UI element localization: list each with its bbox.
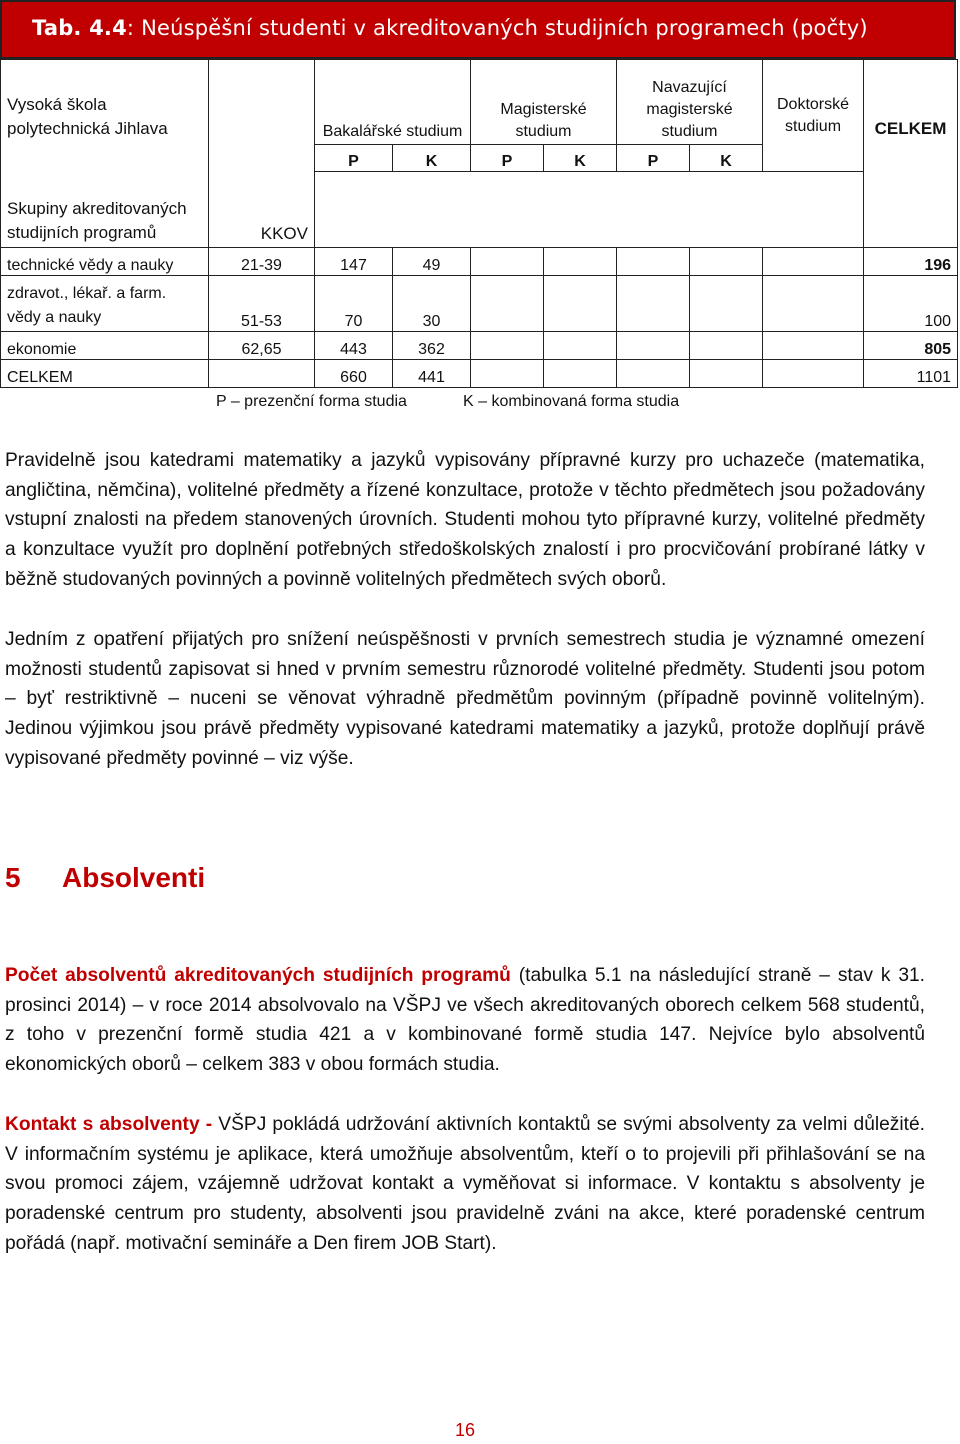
graduate-contact-lead: Kontakt s absolventy -: [5, 1114, 213, 1135]
header-doctoral: Doktorské studium: [763, 60, 864, 172]
graduate-contact-text: VŠPJ pokládá udržování aktivních kontaktů se svými absolventy za velmi důležité. V informačním systému je aplikace, která umožňuje absolventům, kteří o to projevili při přihlašování se na svou promoci zájem, vzájemně udržovat kontakt a vyměňovat si informace. V kontaktu s absolventy je poradenské centrum pro studenty, absolventi jsou pravidelně zváni na akce, které poradenské centrum pořádá (např. motivační semináře a Den firem JOB Start).: [5, 1114, 925, 1254]
paragraph-graduate-contact: [5, 1110, 925, 1259]
table-row: [1, 276, 958, 332]
header-master-p: P: [471, 145, 544, 172]
empty-cell: [617, 332, 690, 360]
total-bc-k: 441: [393, 360, 471, 388]
total-bc-p: 660: [315, 360, 393, 388]
header-bachelor-p: P: [315, 145, 393, 172]
row-total: 196: [864, 248, 958, 276]
total-row-name: CELKEM: [1, 360, 209, 388]
section-number: 5: [5, 862, 21, 893]
empty-cell: [544, 276, 617, 332]
empty-cell: [544, 248, 617, 276]
empty-cell: [763, 332, 864, 360]
empty-cell: [690, 248, 763, 276]
table-title: : Neúspěšní studenti v akreditovaných studijních programech (počty): [126, 16, 868, 40]
row-kkov: 21-39: [209, 248, 315, 276]
empty-cell: [544, 360, 617, 388]
legend-p: P – prezenční forma studia: [216, 393, 407, 410]
row-bc-k: 30: [393, 276, 471, 332]
empty-cell: [617, 248, 690, 276]
paragraph-measures: Jedním z opatření přijatých pro snížení neúspěšnosti v prvních semestrech studia je významné omezení možnosti studentů zapisovat si hned v prvním semestru různorodé volitelné předměty. Studenti jsou potom – byť restriktivně – nuceni se věnovat výhradně předmětům povinným (případně povinně volitelným). Jedinou výjimkou jsou právě předměty vypisované katedrami matematiky a jazyků, protože doplňují právě vypisované předměty povinné – viz výše.: [5, 629, 925, 769]
row-kkov: 51-53: [209, 276, 315, 332]
header-bachelor: Bakalářské studium: [315, 60, 471, 145]
row-kkov: 62,65: [209, 332, 315, 360]
empty-cell: [763, 360, 864, 388]
empty-cell: [690, 276, 763, 332]
empty-cell: [690, 360, 763, 388]
empty-cell: [471, 360, 544, 388]
header-bachelor-k: K: [393, 145, 471, 172]
kkov-label: KKOV: [209, 172, 315, 248]
table-caption: [32, 16, 868, 40]
table-row: [1, 332, 958, 360]
empty-cell: [209, 360, 315, 388]
row-total: 805: [864, 332, 958, 360]
row-total: 100: [864, 276, 958, 332]
empty-cell: [617, 276, 690, 332]
section-heading: [5, 862, 205, 894]
paragraph-graduates-count: [5, 961, 925, 1080]
header-follow-up-k: K: [690, 145, 763, 172]
header-blank: [209, 145, 315, 172]
header-follow-up-master: Navazující magisterské studium: [617, 60, 763, 145]
header-total: CELKEM: [864, 60, 958, 248]
row-name: technické vědy a nauky: [1, 248, 209, 276]
table-total-row: [1, 360, 958, 388]
empty-cell: [471, 332, 544, 360]
empty-cell: [617, 360, 690, 388]
header-blank: [209, 60, 315, 145]
table-number: Tab. 4.4: [32, 16, 127, 40]
total-sum: 1101: [864, 360, 958, 388]
empty-cell: [763, 276, 864, 332]
empty-cell: [471, 248, 544, 276]
graduates-count-lead: Počet absolventů akreditovaných studijních programů: [5, 965, 511, 986]
empty-cell: [544, 332, 617, 360]
row-bc-p: 443: [315, 332, 393, 360]
unsuccessful-students-table: [0, 59, 958, 388]
empty-cell: [471, 276, 544, 332]
header-blank: [315, 172, 864, 248]
empty-cell: [690, 332, 763, 360]
groups-label: Skupiny akreditovaných studijních programů: [1, 172, 209, 248]
table-caption-banner: [0, 0, 956, 59]
row-bc-p: 147: [315, 248, 393, 276]
page-number: 16: [454, 1420, 476, 1440]
header-master-k: K: [544, 145, 617, 172]
row-bc-p: 70: [315, 276, 393, 332]
row-bc-k: 362: [393, 332, 471, 360]
row-name: zdravot., lékař. a farm. vědy a nauky: [1, 276, 209, 332]
legend-k: K – kombinovaná forma studia: [463, 393, 680, 410]
header-blank: [1, 145, 209, 172]
table-row: [1, 248, 958, 276]
empty-cell: [763, 248, 864, 276]
section-title: Absolventi: [62, 862, 206, 893]
paragraph-preparatory-courses: Pravidelně jsou katedrami matematiky a jazyků vypisovány přípravné kurzy pro uchazeče (matematika, angličtina, němčina), volitelné předměty a řízené konzultace, protože v těchto předmětech jsou požadovány vstupní znalosti na předem stanovených úrovních. Studenti mohou tyto přípravné kurzy, volitelné předměty a konzultace využít pro doplnění potřebných středoškolských znalostí i pro procvičování probírané látky v běžně studovaných povinných a povinně volitelných předmětech svých oborů.: [5, 450, 925, 590]
header-follow-up-p: P: [617, 145, 690, 172]
row-name: ekonomie: [1, 332, 209, 360]
graduates-count-text: (tabulka 5.1 na následující straně – stav k 31. prosinci 2014) – v roce 2014 absolvovalo na VŠPJ ve všech akreditovaných oborech celkem 568 studentů, z toho v prezenční formě studia 421 a v kombinované formě studia 147. Nejvíce bylo absolventů ekonomických oborů – celkem 383 v obou formách studia.: [5, 965, 925, 1076]
row-bc-k: 49: [393, 248, 471, 276]
header-master: Magisterské studium: [471, 60, 617, 145]
school-name: Vysoká škola polytechnická Jihlava: [1, 60, 209, 145]
